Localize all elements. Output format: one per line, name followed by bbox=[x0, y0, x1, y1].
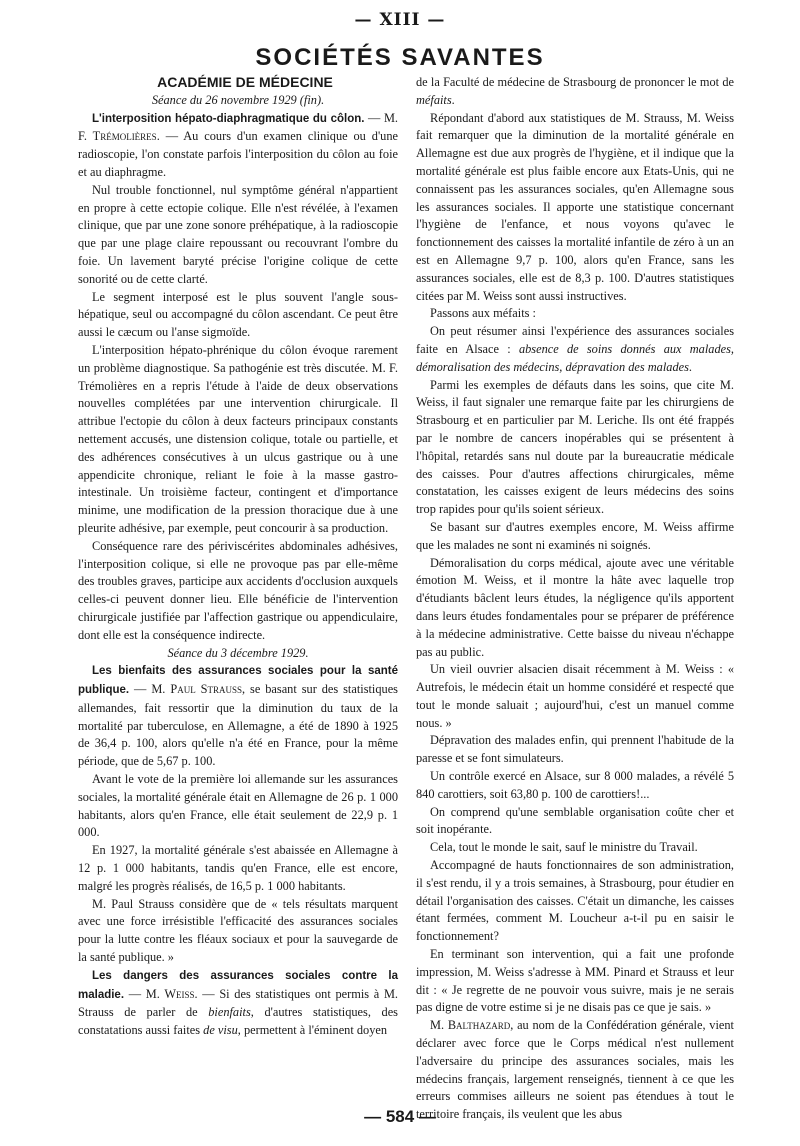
paragraph: Un vieil ouvrier alsacien disait récemment à M. Weiss : « Autrefois, le médecin était un homme considéré et respecté que tout le monde saluait ; aujourd'hui, c'est un manuel comme nous. » bbox=[416, 662, 734, 730]
text-run: , au nom de la Confédération générale, vient déclarer avec force que le Corps médical n'est nullement l'adversaire du principe des assurances sociales, mais les médecins français, largement renseignés, tiennent à ce que les erreurs commises ailleurs ne soient pas étendues à tout le territoire français, ils veulent que les abus bbox=[416, 1018, 734, 1122]
article-3-text: , d'autres statistiques, des constatations aussi faites bbox=[78, 1005, 398, 1038]
text-run: de la Faculté de médecine de Strasbourg de prononcer le mot de bbox=[416, 75, 734, 89]
italic-quote: absence de soins donnés aux malades, démoralisation des médecins, dépravation des malades bbox=[416, 341, 734, 374]
article-1-paragraph: Au cours d'un examen clinique ou d'une radioscopie, l'on constate parfois l'interposition du côlon au foie et au diaphragme. bbox=[78, 129, 398, 179]
italic-term: méfaits bbox=[416, 92, 452, 107]
speaker-name: M. Balthazard bbox=[430, 1018, 511, 1033]
session-date-1: Séance du 26 novembre 1929 (fin). bbox=[151, 92, 325, 107]
article-3-lead: Les dangers des assurances sociales contre la maladie. — M. Weiss. — Si des statistiques ont permis à M. Strauss de parler de bienfaits, d'autres statistiques, des constatations aussi faites de visu, permettent à l'éminent doyen bbox=[78, 969, 399, 1038]
paragraph bbox=[416, 323, 734, 376]
paragraph: Avant le vote de la première loi allemande sur les assurances sociales, la mortalité générale était en Allemagne de 26 p. 1 000 habitants, alors qu'en France, elle était seulement de 22,9 p. 1 000. bbox=[78, 772, 398, 840]
paragraph: Le segment interposé est le plus souvent l'angle sous-hépatique, seul ou accompagné du côlon ascendant. Ce peut être aussi le cæcum ou l'anse sigmoïde. bbox=[78, 289, 398, 340]
paragraph: Se basant sur d'autres exemples encore, M. Weiss affirme que les malades ne sont ni examinés ni soignés. bbox=[416, 519, 734, 552]
page-title: SOCIÉTÉS SAVANTES bbox=[255, 44, 545, 71]
paragraph: Démoralisation du corps médical, ajoute avec une véritable émotion M. Weiss, et il montre la hâte avec laquelle trop d'étudiants bâclent leurs études, la négligence qu'ils apportent dans leurs études fondamentales pour se préparer de préférence à la médecine administrative. Cette baisse du niveau n'échappe pas au public. bbox=[416, 555, 734, 659]
article-2-paragraph: , se basant sur des statistiques allemandes, fait ressortir que la diminution du taux de la mortalité par tuberculose, en Allemagne, a été de 1890 à 1925 de 36,4 p. 100, alors qu'elle n'a été en France, pour la même période, que de 5,67 p. 100. bbox=[78, 682, 398, 769]
article-1-lead: L'interposition hépato-diaphragmatique du côlon. — M. F. Trémolières. — Au cours d'un examen clinique ou d'une radioscopie, l'on constate parfois l'interposition du côlon au foie et au diaphragme. bbox=[78, 110, 398, 179]
paragraph: M. Paul Strauss considère que de « tels résultats marquent avec une force irrésistible l'efficacité des assurances sociales pour la lutte contre les fléaux sociaux et pour la sauvegarde de la santé publique. » bbox=[78, 896, 398, 965]
academy-heading: ACADÉMIE DE MÉDECINE bbox=[157, 74, 333, 90]
article-2-author: M. Paul Strauss bbox=[151, 682, 242, 697]
paragraph: En 1927, la mortalité générale s'est abaissée en Allemagne à 12 p. 1 000 habitants, tandis qu'en France, elle est encore, malgré les progrès réalisés, de 16,5 p. 1 000 habitants. bbox=[78, 843, 398, 893]
right-column bbox=[416, 74, 734, 1122]
article-3-text: , permettent à l'éminent doyen bbox=[237, 1023, 388, 1038]
paragraph: Répondant d'abord aux statistiques de M. Strauss, M. Weiss fait remarquer que la diminution de la mortalité générale en Allemagne est due aux progrès de l'hygiène, et il indique que la mortalité générale est plus faible encore aux Etats-Unis, qui ne connaissent pas les assurances sociales, qu'en Allemagne sous les assurances sociales. Il apporte une statistique concernant l'hygiène de l'enfance, et nous voyons qu'avec le fonctionnement des caisses la mortalité infantile de zéro à un an est en Allemagne 9,7 p. 100, alors qu'en France, sans les assurances sociales, elle est de 8,3 p. 100. D'autres statistiques citées par M. Weiss sont aussi instructives. bbox=[416, 110, 734, 303]
article-1-heading: L'interposition hépato-diaphragmatique du côlon. bbox=[92, 112, 365, 125]
left-column bbox=[78, 74, 398, 1106]
paragraph: L'interposition hépato-phrénique du côlon évoque rarement un problème diagnostique. Sa pathogénie est très discutée. M. F. Trémolières en a repris l'étude à l'aide de deux observations nouvelles complétées par une intervention chirurgicale. Il attribue l'ectopie du côlon à deux facteurs principaux constants nettement accusés, une distension colique, totale ou partielle, et des adhérences consécutives à un ulcus gastrique ou à une appendicite chronique, reliant le foie à la masse gastro-intestinale. Un troisième facteur, contingent et d'importance minime, une modification de la pression thoracique due à une pleurite adhésive, par exemple, peut concourir à sa production. bbox=[78, 342, 398, 535]
paragraph: On comprend qu'une semblable organisation coûte cher et soit inopérante. bbox=[416, 804, 734, 837]
article-3-text: Si des statistiques ont permis à M. Strauss de parler de bbox=[78, 986, 399, 1020]
text-run: . bbox=[451, 92, 455, 107]
article-3-author: M. Weiss. bbox=[145, 986, 198, 1001]
text-run: On peut résumer ainsi l'expérience des assurances sociales faite en Alsace : bbox=[416, 324, 734, 356]
page-number: — 584 — bbox=[364, 1107, 436, 1126]
paragraph: Un contrôle exercé en Alsace, sur 8 000 malades, a révélé 5 840 carottiers, soit 63,80 p. 100 de carottiers!... bbox=[416, 769, 734, 801]
italic-term: de visu bbox=[203, 1023, 238, 1038]
text-run: . bbox=[688, 359, 692, 374]
roman-folio: — XIII — bbox=[354, 10, 446, 30]
paragraph: Parmi les exemples de défauts dans les soins, que cite M. Weiss, il faut signaler une remarque faite par les chirurgiens de Strasbourg et en particulier par M. Leriche. Ils ont été frappés par le nombre de cancers inopérables qui se présentent à l'hôpital, retardés sans nul doute par la bureaucratie médicale des caisses. Pour d'autres affections chirurgicales, même constatation, les caisses exigent de leurs médecins des soins trop rapides pour qu'ils soient sérieux. bbox=[416, 377, 734, 517]
article-2-heading: Les bienfaits des assurances sociales pour la santé publique. bbox=[78, 665, 398, 697]
session-date-2: Séance du 3 décembre 1929. bbox=[167, 645, 309, 660]
article-1-author: M. F. Trémolières. bbox=[78, 110, 398, 144]
paragraph: Passons aux méfaits : bbox=[430, 306, 536, 321]
italic-term: bienfaits bbox=[208, 1005, 251, 1020]
paragraph: Accompagné de hauts fonctionnaires de son administration, il s'est rendu, il y a trois semaines, à Strasbourg, pour étudier en détail l'organisation des caisses. C'était un dimanche, les caisses étant fermées, comment M. Loucheur a-t-il pu en saisir le fonctionnement? bbox=[416, 858, 734, 944]
paragraph bbox=[416, 74, 734, 110]
paragraph: Cela, tout le monde le sait, sauf le ministre du Travail. bbox=[430, 840, 698, 855]
paragraph: Nul trouble fonctionnel, nul symptôme général n'appartient en propre à cette ectopie colique. Elle n'est révélée, à l'examen clinique, que par une zone sonore préhépatique, à la radioscopie que par une plage claire repoussant ou recouvrant l'ombre du foie. Un lavement baryté précise l'origine colique de cette sonorité ou de cette clarté. bbox=[78, 182, 398, 286]
article-3-heading: Les dangers des assurances sociales contre la maladie. bbox=[78, 969, 398, 1001]
paragraph: Conséquence rare des périviscérites abdominales adhésives, l'interposition colique, si elle ne provoque pas par elle-même des troubles graves, participe aux accidents d'occlusion auxquels celles-ci peuvent donner lieu. Elle bénéficie de l'intervention chirurgicale justifiée par l'affection gastrique ou appendiculaire, dont elle est la conséquence indirecte. bbox=[78, 538, 398, 642]
paragraph: En terminant son intervention, qui a fait une profonde impression, M. Weiss s'adresse à MM. Pinard et Strauss et leur dit : « Je regrette de ne pouvoir vous suivre, mais je ne serais pas digne de votre estime si je ne disais pas ce que je sais. » bbox=[416, 947, 734, 1015]
article-2-lead: Les bienfaits des assurances sociales pour la santé publique. — M. Paul Strauss, se basant sur des statistiques allemandes, fait ressortir que la diminution du taux de la mortalité par tuberculose, en Allemagne, a été de 1890 à 1925 de 36,4 p. 100, alors qu'elle n'a été en France, pour la même période, que de 5,67 p. 100. bbox=[78, 665, 398, 769]
paragraph: Dépravation des malades enfin, qui prennent l'habitude de la paresse et se font simulateurs. bbox=[416, 733, 734, 766]
